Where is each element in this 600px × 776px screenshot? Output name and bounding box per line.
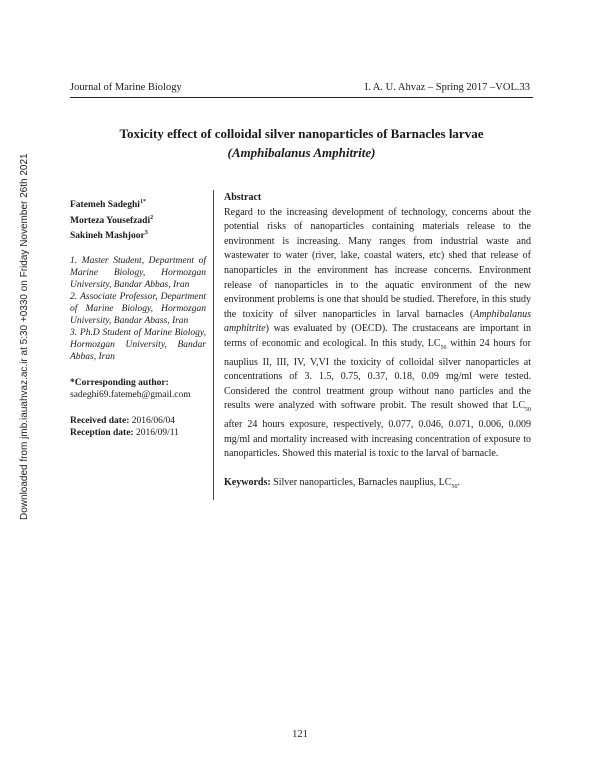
abstract-text-1: Regard to the increasing development of technology, concerns about the potential risks of nanoparticles containing materials release to the environment is increasing. Many ranges from industrial waste and wastewater to water (river, lake, coastal waters, etc) shed that release of nanoparticles in the environment has increase concerns. Environment release of nanoparticles in to the aquatic environment of the new environment problems is one that should be studied. Therefore, in this study the toxicity of silver nanoparticles in larval barnacles ( bbox=[224, 206, 531, 320]
reception-date bbox=[70, 427, 206, 439]
author-1 bbox=[70, 196, 206, 212]
affiliation-3: 3. Ph.D Student of Marine Biology, Hormozgan University, Bandar Abbas, Iran bbox=[70, 327, 206, 362]
author-1-sup: 1* bbox=[139, 199, 146, 205]
abstract-text-3: within 24 hours for nauplius II, III, IV, V,VI the toxicity of colloidal silver nanoparticles at concentrations of 3. 1.5, 0.75, 0.37, 0.18, 0.09 mg/ml were tested. Considered the control treatment group without nano particles and the results were analyzed with software probit. The result showed that LC bbox=[224, 337, 531, 412]
affiliations bbox=[70, 255, 206, 363]
author-2-name: Morteza Yousefzadi bbox=[70, 215, 151, 226]
abstract-column bbox=[224, 191, 531, 494]
reception-label: Reception date: bbox=[70, 427, 134, 438]
dates-block bbox=[70, 415, 206, 439]
keywords-sub: 50 bbox=[451, 483, 458, 490]
abstract-species: Amphibalanus amphitrite bbox=[224, 308, 531, 335]
download-stamp bbox=[7, 153, 30, 520]
author-2-sup: 2 bbox=[150, 214, 154, 221]
lc50-sub-2: 50 bbox=[525, 407, 531, 414]
received-label: Received date: bbox=[70, 415, 130, 426]
download-stamp-text: Downloaded from jmb.iauahvaz.ac.ir at 5:30 +0330 on Friday November 26th 2021 bbox=[19, 153, 30, 520]
keywords bbox=[224, 476, 531, 495]
author-3 bbox=[70, 227, 206, 243]
header-rule bbox=[70, 97, 533, 98]
corresponding-label: *Corresponding author: bbox=[70, 377, 169, 388]
received-date bbox=[70, 415, 206, 427]
keywords-label: Keywords: bbox=[224, 476, 271, 488]
keywords-text: Silver nanoparticles, Barnacles nauplius, LC bbox=[270, 476, 452, 488]
corresponding-email[interactable]: sadeghi69.fatemeh@gmail.com bbox=[70, 389, 191, 400]
lc50-sub-1: 50 bbox=[440, 344, 447, 351]
abstract-heading: Abstract bbox=[224, 192, 262, 203]
author-3-name: Sakineh Mashjoor bbox=[70, 231, 145, 242]
issue-info: I. A. U. Ahvaz – Spring 2017 –VOL.33 bbox=[364, 82, 530, 93]
title-species: (Amphibalanus Amphitrite) bbox=[227, 145, 376, 160]
title-main: Toxicity effect of colloidal silver nanoparticles of Barnacles larvae bbox=[119, 126, 484, 141]
keywords-end: . bbox=[457, 476, 460, 488]
author-2 bbox=[70, 212, 206, 228]
column-divider bbox=[213, 190, 214, 500]
article-title bbox=[70, 124, 533, 162]
received-value: 2016/06/04 bbox=[131, 415, 176, 426]
abstract-text-4: after 24 hours exposure, respectively, 0.077, 0.046, 0.071, 0.006, 0.009 mg/ml and mortality increased with increasing concentration of exposure to nanoparticles. Showed this material is toxic to the larval of barnacle. bbox=[224, 418, 531, 460]
author-3-sup: 3 bbox=[144, 230, 148, 237]
affiliation-2: 2. Associate Professor, Department of Marine Biology, Hormozgan University, Bandar Abass, Iran bbox=[70, 291, 206, 326]
author-column bbox=[70, 196, 206, 439]
reception-value: 2016/09/11 bbox=[135, 427, 179, 438]
affiliation-1: 1. Master Student, Department of Marine Biology, Hormozgan University, Bandar Abbas, Iran bbox=[70, 255, 206, 290]
page-number: 121 bbox=[292, 729, 308, 740]
abstract-text-2: ) was evaluated by (OECD). The crustaceans are important in terms of economic and ecological. In this study, LC bbox=[224, 323, 531, 349]
author-1-name: Fatemeh Sadeghi bbox=[70, 200, 140, 211]
journal-name: Journal of Marine Biology bbox=[70, 82, 182, 93]
abstract-body bbox=[224, 206, 531, 462]
